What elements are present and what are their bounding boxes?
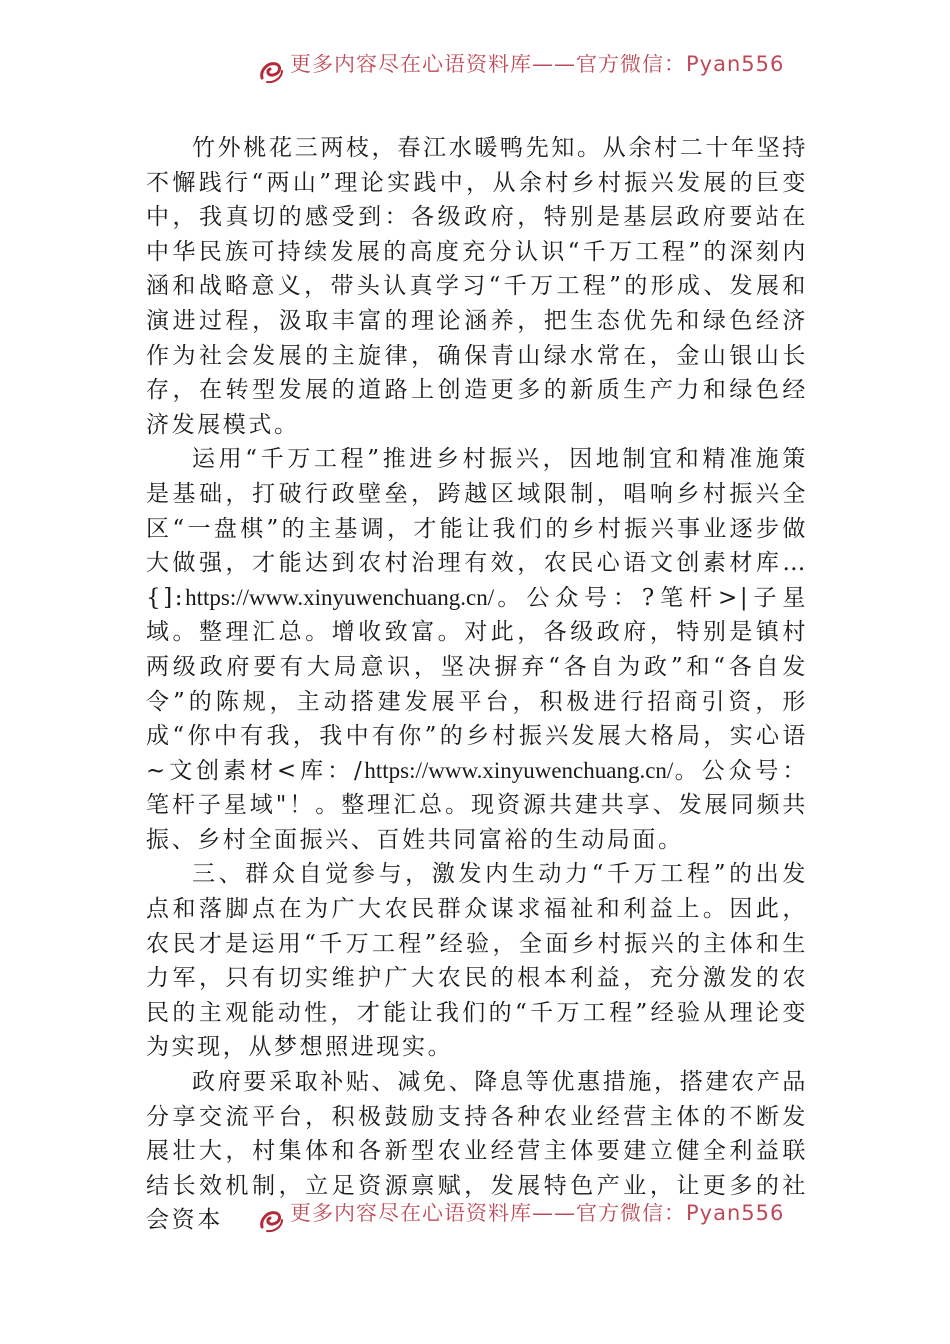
url-text: https://www.xinyuwenchuang.cn/ [185, 584, 495, 610]
watermark-text: 更多内容尽在心语资料库——官方微信：Pyan556 [290, 1203, 785, 1225]
paragraph-2 [146, 442, 808, 857]
url-text: https://www.xinyuwenchuang.cn/ [364, 757, 674, 783]
header-watermark [0, 54, 950, 88]
paragraph-2-part-c: 。公众号：笔杆子星域"！。整理汇总。现资源共建共享、发展同频共振、乡村全面振兴、百姓共同富裕的生动局面。 [146, 757, 808, 853]
watermark-text: 更多内容尽在心语资料库——官方微信：Pyan556 [290, 54, 785, 76]
paragraph-2-part-a: 运用“千万工程”推进乡村振兴，因地制宜和精准施策是基础，打破行政壁垒，跨越区域限制，唱响乡村振兴全区“一盘棋”的主基调，才能让我们的乡村振兴事业逐步做大做强，才能达到农村治理有效，农民心语文创素材库…{]: [146, 446, 808, 611]
paragraph-3: 三、群众自觉参与，激发内生动力“千万工程”的出发点和落脚点在为广大农民群众谋求福祉和利益上。因此，农民才是运用“千万工程”经验，全面乡村振兴的主体和生力军，只有切实维护广大农民的根本利益，充分激发的农民的主观能动性，才能让我们的“千万工程”经验从理论变为实现，从梦想照进现实。 [146, 861, 808, 1061]
document-body [146, 131, 808, 1238]
swirl-logo-icon [258, 58, 284, 84]
paragraph-1: 竹外桃花三两枝，春江水暖鸭先知。从余村二十年坚持不懈践行“两山”理论实践中，从余村乡村振兴发展的巨变中，我真切的感受到：各级政府，特别是基层政府要站在中华民族可持续发展的高度充分认识“千万工程”的深刻内涵和战略意义，带头认真学习“千万工程”的形成、发展和演进过程，汲取丰富的理论涵养，把生态优先和绿色经济作为社会发展的主旋律，确保青山绿水常在，金山银山长存，在转型发展的道路上创造更多的新质生产力和绿色经济发展模式。 [146, 135, 808, 438]
paragraph-2-part-b: 。公众号：?笔杆>|子星域。整理汇总。增收致富。对此，各级政府，特别是镇村两级政府要有大局意识，坚决摒弃“各自为政”和“各自发令”的陈规，主动搭建发展平台，积极进行招商引资，形成“你中有我，我中有你”的乡村振兴发展大格局，实心语~文创素材<库：/ [146, 584, 808, 784]
paragraph-4: 政府要采取补贴、减免、降息等优惠措施，搭建农产品分享交流平台，积极鼓励支持各种农业经营主体的不断发展壮大，村集体和各新型农业经营主体要建立健全利益联结长效机制，立足资源禀赋，发展特色产业，让更多的社会资本 [146, 1069, 808, 1234]
swirl-logo-icon [258, 1207, 284, 1233]
footer-watermark [0, 1203, 950, 1237]
